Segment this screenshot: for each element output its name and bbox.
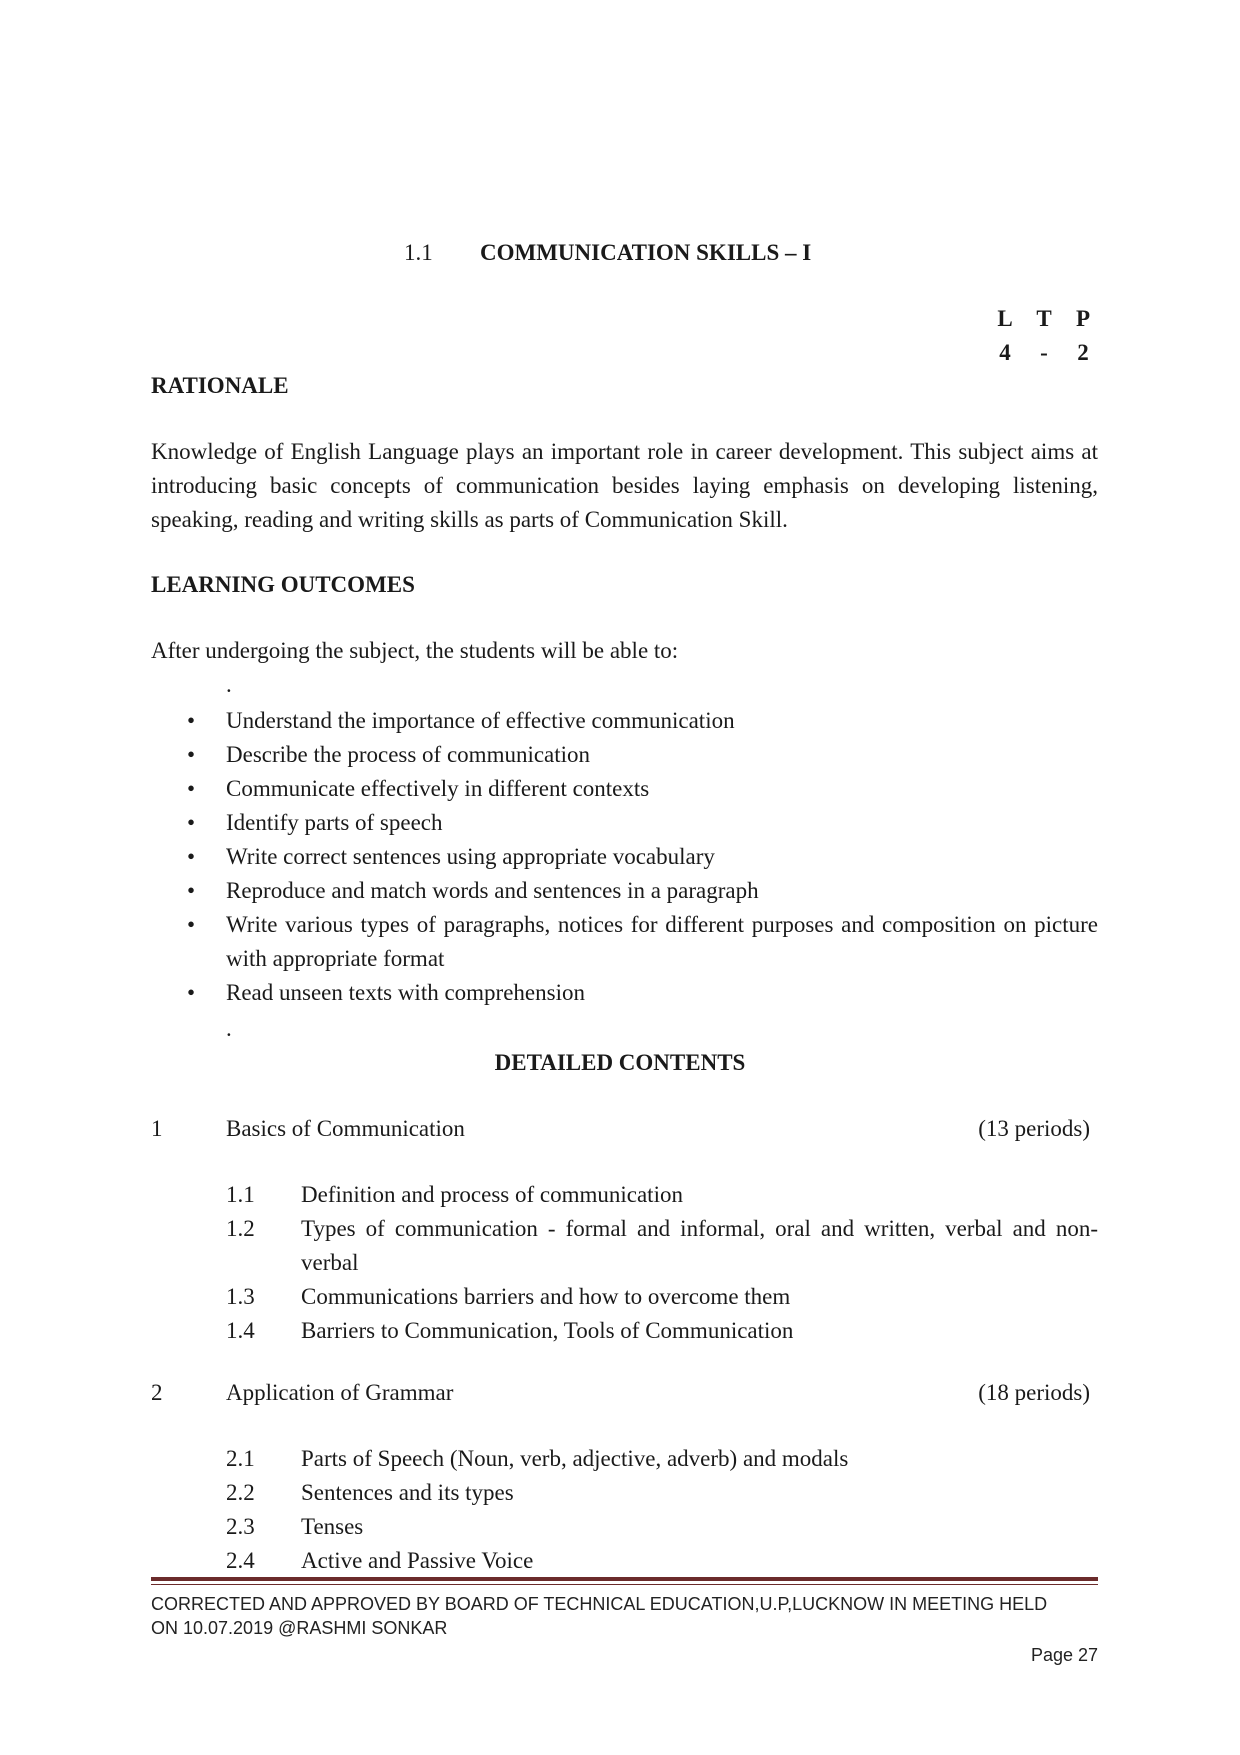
topic-row bbox=[151, 1442, 1098, 1476]
topic-text: Communications barriers and how to overcome them bbox=[301, 1284, 791, 1309]
topic-text: Active and Passive Voice bbox=[301, 1548, 534, 1573]
topic-text: Definition and process of communication bbox=[301, 1182, 683, 1207]
outcomes-intro: After undergoing the subject, the students will be able to: bbox=[151, 638, 679, 663]
topic-row bbox=[151, 1212, 1098, 1280]
outcome-item bbox=[151, 738, 1098, 772]
bullet-icon: • bbox=[187, 980, 196, 1005]
outcome-text: Identify parts of speech bbox=[226, 810, 443, 835]
topic-text: Tenses bbox=[301, 1514, 364, 1539]
ltp-value-p: 2 bbox=[1077, 340, 1089, 365]
ltp-value-t: - bbox=[1040, 340, 1048, 365]
topic-number: 1.2 bbox=[226, 1216, 255, 1241]
outcome-text: Communicate effectively in different contexts bbox=[226, 776, 650, 801]
unit-title: Application of Grammar bbox=[226, 1380, 454, 1405]
ltp-header-l: L bbox=[997, 306, 1013, 331]
topic-number: 2.2 bbox=[226, 1480, 255, 1505]
ltp-table bbox=[990, 302, 1098, 370]
outcome-text: Write various types of paragraphs, notices for different purposes and composition on picture with appropriate format bbox=[226, 912, 1098, 971]
unit-periods: (13 periods) bbox=[978, 1116, 1090, 1141]
rationale-heading: RATIONALE bbox=[151, 373, 289, 398]
unit-number: 2 bbox=[151, 1380, 163, 1405]
footer-rule-thin bbox=[151, 1584, 1098, 1585]
title-text: COMMUNICATION SKILLS – I bbox=[480, 240, 812, 265]
outcome-text: Describe the process of communication bbox=[226, 742, 591, 767]
bullet-icon: • bbox=[187, 776, 196, 801]
topic-number: 1.3 bbox=[226, 1284, 255, 1309]
ltp-value-l: 4 bbox=[999, 340, 1011, 365]
outcome-text: Understand the importance of effective communication bbox=[226, 708, 735, 733]
ltp-value-row bbox=[990, 336, 1098, 370]
topic-text: Parts of Speech (Noun, verb, adjective, adverb) and modals bbox=[301, 1446, 849, 1471]
ltp-header-t: T bbox=[1036, 306, 1052, 331]
topic-number: 1.4 bbox=[226, 1318, 255, 1343]
bullet-icon: • bbox=[187, 878, 196, 903]
outcome-item bbox=[151, 908, 1098, 976]
title-number: 1.1 bbox=[404, 240, 433, 265]
bullet-icon: • bbox=[187, 810, 196, 835]
unit-title: Basics of Communication bbox=[226, 1116, 465, 1141]
page-number: Page 27 bbox=[1030, 1645, 1098, 1665]
topic-number: 1.1 bbox=[226, 1182, 255, 1207]
page-title bbox=[404, 236, 811, 270]
outcome-item bbox=[151, 806, 1098, 840]
topic-row bbox=[151, 1476, 1098, 1510]
outcomes-list bbox=[151, 704, 1098, 1010]
ltp-header-p: P bbox=[1075, 306, 1091, 331]
outcomes-dot-after: . bbox=[226, 1016, 232, 1041]
detailed-contents-heading: DETAILED CONTENTS bbox=[494, 1050, 746, 1075]
bullet-icon: • bbox=[187, 708, 196, 733]
topic-row bbox=[151, 1280, 1098, 1314]
topic-row bbox=[151, 1178, 1098, 1212]
outcome-text: Write correct sentences using appropriate vocabulary bbox=[226, 844, 715, 869]
outcomes-heading: LEARNING OUTCOMES bbox=[151, 572, 415, 597]
unit-block bbox=[151, 1112, 1098, 1348]
unit-heading-row bbox=[151, 1112, 1098, 1146]
ltp-header-row bbox=[990, 302, 1098, 336]
topic-row bbox=[151, 1314, 1098, 1348]
bullet-icon: • bbox=[187, 912, 196, 937]
bullet-icon: • bbox=[187, 742, 196, 767]
unit-number: 1 bbox=[151, 1116, 163, 1141]
bullet-icon: • bbox=[187, 844, 196, 869]
outcome-text: Read unseen texts with comprehension bbox=[226, 980, 585, 1005]
rationale-paragraph: Knowledge of English Language plays an important role in career development. This subject aims at introducing basic concepts of communication besides laying emphasis on developing listening, speaking, reading and writing skills as parts of Communication Skill. bbox=[151, 439, 1098, 532]
topic-row bbox=[151, 1510, 1098, 1544]
footer-line-1: CORRECTED AND APPROVED BY BOARD OF TECHNICAL EDUCATION,U.P,LUCKNOW IN MEETING HELD bbox=[151, 1594, 1048, 1614]
outcome-item bbox=[151, 874, 1098, 908]
unit-heading-row bbox=[151, 1376, 1098, 1410]
outcome-text: Reproduce and match words and sentences in a paragraph bbox=[226, 878, 759, 903]
topic-number: 2.4 bbox=[226, 1548, 255, 1573]
outcome-item bbox=[151, 772, 1098, 806]
topic-text: Barriers to Communication, Tools of Communication bbox=[301, 1318, 794, 1343]
footer-rule-thick bbox=[151, 1577, 1098, 1581]
topic-number: 2.3 bbox=[226, 1514, 255, 1539]
outcomes-dot-before: . bbox=[226, 672, 232, 697]
topic-text: Sentences and its types bbox=[301, 1480, 514, 1505]
outcome-item bbox=[151, 840, 1098, 874]
outcome-item bbox=[151, 976, 1098, 1010]
unit-block bbox=[151, 1376, 1098, 1578]
topic-text: Types of communication - formal and informal, oral and written, verbal and non-verbal bbox=[301, 1216, 1098, 1275]
topic-row bbox=[151, 1544, 1098, 1578]
unit-periods: (18 periods) bbox=[978, 1380, 1090, 1405]
footer-line-2: ON 10.07.2019 @RASHMI SONKAR bbox=[151, 1618, 448, 1638]
outcome-item bbox=[151, 704, 1098, 738]
footer-credit bbox=[151, 1592, 1098, 1640]
topic-number: 2.1 bbox=[226, 1446, 255, 1471]
